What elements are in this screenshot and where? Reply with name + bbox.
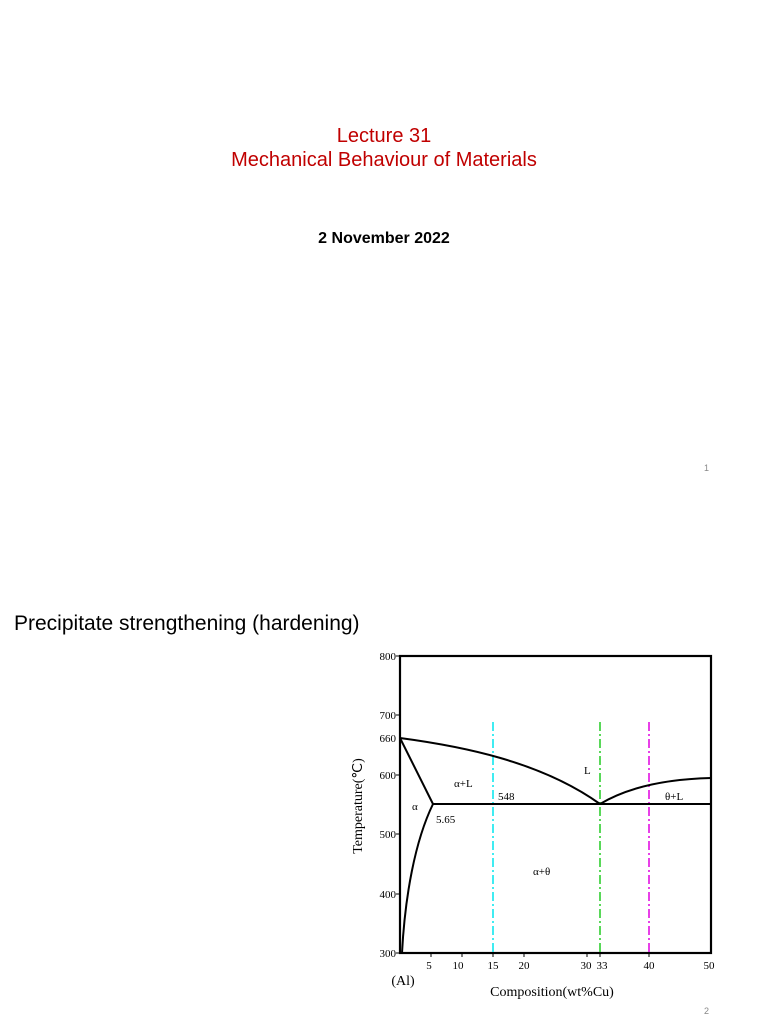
x-tick-30: 30 (580, 960, 592, 972)
y-axis-label: Temperature(℃) (351, 758, 366, 854)
y-tick-400: 400 (379, 889, 396, 901)
phase-alpha-plus-liquid: α+L (454, 778, 473, 790)
x-tick-5: 5 (426, 960, 432, 972)
page-number: 2 (704, 1006, 710, 1016)
x-tick-40: 40 (643, 960, 655, 972)
content-slide (0, 512, 768, 1024)
y-tick-300: 300 (379, 948, 396, 960)
phase-theta-plus-liquid: θ+L (665, 791, 684, 803)
phase-alpha: α (412, 801, 418, 813)
lecture-date: 2 November 2022 (318, 230, 450, 247)
al-cu-phase-diagram (340, 646, 740, 1016)
y-tick-600: 600 (379, 770, 396, 782)
liquidus-right (600, 778, 711, 804)
slide-heading: Precipitate strengthening (hardening) (14, 612, 360, 635)
course-title: Mechanical Behaviour of Materials (231, 149, 537, 171)
x-tick-20: 20 (518, 960, 530, 972)
solvus (402, 804, 433, 953)
y-tick-660: 660 (379, 733, 396, 745)
y-tick-500: 500 (379, 829, 396, 841)
max-solubility-label: 5.65 (436, 814, 456, 826)
y-tick-800: 800 (379, 651, 396, 663)
y-tick-700: 700 (379, 710, 396, 722)
solidus (400, 738, 433, 804)
x-axis-label: Composition(wt%Cu) (490, 985, 614, 1000)
phase-boundaries (400, 738, 711, 953)
x-tick-10: 10 (452, 960, 464, 972)
x-tick-15: 15 (487, 960, 499, 972)
phase-alpha-plus-theta: α+θ (533, 866, 551, 878)
x-tick-33: 33 (596, 960, 608, 972)
eutectic-temperature-label: 548 (498, 791, 515, 803)
phase-liquid: L (584, 765, 591, 777)
page-number: 1 (704, 463, 710, 473)
x-tick-50: 50 (703, 960, 715, 972)
lecture-number: Lecture 31 (336, 125, 432, 147)
origin-label: (Al) (391, 974, 415, 989)
